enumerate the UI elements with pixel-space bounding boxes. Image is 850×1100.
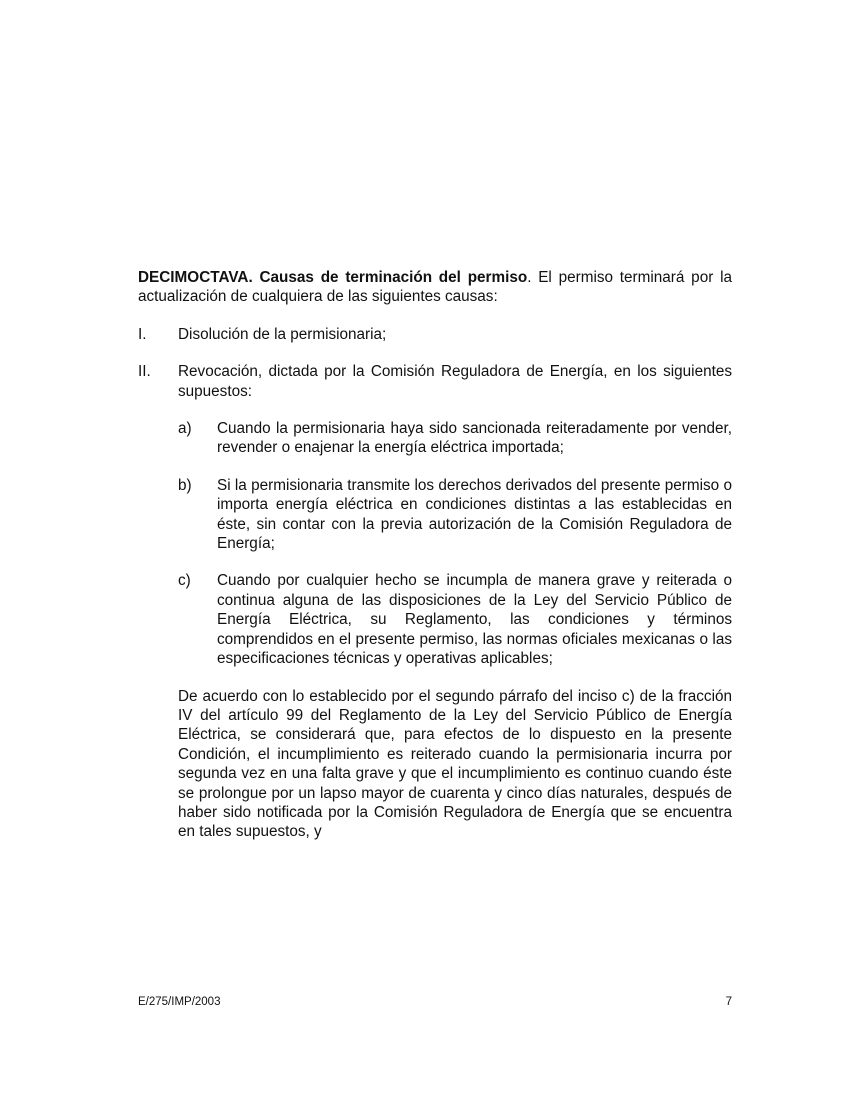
sub-item-text: Cuando por cualquier hecho se incumpla de manera grave y reiterada o continua alguna de las disposiciones de la Ley del Servicio Público de Energía Eléctrica, su Reglamento, las condiciones y términos comprendidos en el presente permiso, las normas oficiales mexicanas o las especificaciones técnicas y operativas aplicables; — [217, 572, 732, 668]
document-body — [138, 268, 732, 860]
item-number: II. — [138, 363, 151, 381]
sub-item-c — [178, 571, 732, 668]
sub-list — [178, 419, 732, 668]
list-item-ii — [138, 362, 732, 842]
sub-item-letter: c) — [178, 572, 191, 590]
sub-item-text: Cuando la permisionaria haya sido sancionada reiteradamente por vender, revender o enajenar la energía eléctrica importada; — [217, 420, 732, 457]
document-code: E/275/IMP/2003 — [138, 996, 221, 1008]
clause-heading: DECIMOCTAVA. Causas de terminación del permiso — [138, 269, 528, 286]
page-number: 7 — [725, 996, 732, 1008]
clause-intro-text: . El permiso terminará por la actualización de cualquiera de las siguientes causas: — [138, 269, 732, 306]
clause-intro — [138, 268, 732, 307]
sub-item-letter: a) — [178, 420, 192, 438]
item-text: Revocación, dictada por la Comisión Reguladora de Energía, en los siguientes supuestos: — [178, 363, 732, 400]
sub-item-b — [178, 476, 732, 554]
sub-item-text: Si la permisionaria transmite los derechos derivados del presente permiso o importa energía eléctrica en condiciones distintas a las establecidas en éste, sin contar con la previa autorización de la Comisión Reguladora de Energía; — [217, 476, 732, 553]
sub-item-letter: b) — [178, 476, 192, 494]
list-item-i — [138, 325, 732, 344]
item-number: I. — [138, 325, 147, 343]
closing-paragraph: De acuerdo con lo establecido por el segundo párrafo del inciso c) de la fracción IV del artículo 99 del Reglamento de la Ley del Servicio Público de Energía Eléctrica, se considerará que, para efectos de lo dispuesto en la presente Condición, el incumplimiento es reiterado cuando la permisionaria incurra por segunda vez en una falta grave y que el incumplimiento es continuo cuando éste se prolongue por un lapso mayor de cuarenta y cinco días naturales, después de haber sido notificada por la Comisión Reguladora de Energía que se encuentra en tales supuestos, y — [178, 687, 732, 841]
sub-item-a — [178, 419, 732, 458]
item-text: Disolución de la permisionaria; — [178, 325, 387, 343]
